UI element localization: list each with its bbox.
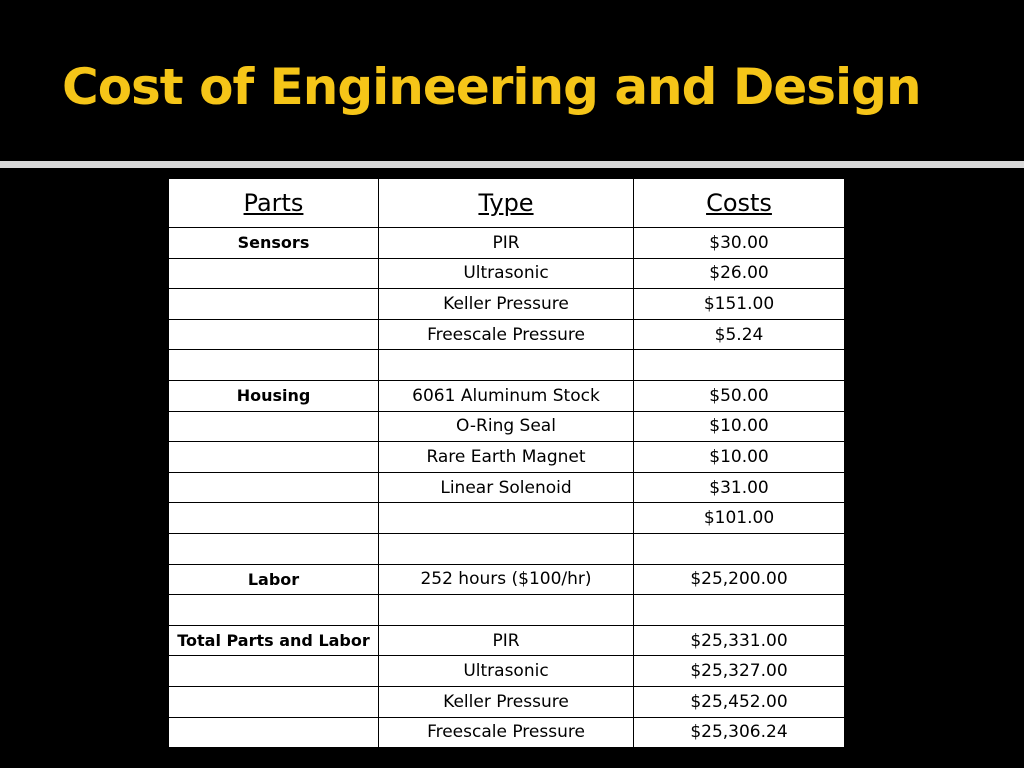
part-cell <box>169 503 379 534</box>
part-cell <box>169 686 379 717</box>
cost-table <box>168 178 845 748</box>
column-header-costs: Costs <box>634 179 845 228</box>
table-row <box>169 228 845 259</box>
type-cell: PIR <box>379 625 634 656</box>
part-cell <box>169 442 379 473</box>
type-cell: O-Ring Seal <box>379 411 634 442</box>
part-cell <box>169 595 379 626</box>
table-header-row <box>169 179 845 228</box>
part-cell: Total Parts and Labor <box>169 625 379 656</box>
column-header-parts: Parts <box>169 179 379 228</box>
title-divider <box>0 161 1024 168</box>
column-header-type: Type <box>379 179 634 228</box>
cost-cell: $25,306.24 <box>634 717 845 748</box>
type-cell: Freescale Pressure <box>379 319 634 350</box>
cost-cell: $31.00 <box>634 472 845 503</box>
table-row <box>169 289 845 320</box>
table-row <box>169 686 845 717</box>
part-cell: Housing <box>169 380 379 411</box>
table-row <box>169 472 845 503</box>
table-row <box>169 595 845 626</box>
type-cell <box>379 503 634 534</box>
cost-cell: $10.00 <box>634 442 845 473</box>
type-cell: PIR <box>379 228 634 259</box>
type-cell: 252 hours ($100/hr) <box>379 564 634 595</box>
part-cell <box>169 656 379 687</box>
table-row <box>169 411 845 442</box>
cost-cell: $25,200.00 <box>634 564 845 595</box>
cost-cell: $25,452.00 <box>634 686 845 717</box>
table-row <box>169 350 845 381</box>
type-cell: Linear Solenoid <box>379 472 634 503</box>
cost-cell: $50.00 <box>634 380 845 411</box>
cost-cell: $25,327.00 <box>634 656 845 687</box>
part-cell <box>169 289 379 320</box>
part-cell: Sensors <box>169 228 379 259</box>
cost-cell <box>634 595 845 626</box>
table-row <box>169 442 845 473</box>
part-cell <box>169 319 379 350</box>
cost-cell: $101.00 <box>634 503 845 534</box>
type-cell: Ultrasonic <box>379 656 634 687</box>
part-cell: Labor <box>169 564 379 595</box>
table-row <box>169 380 845 411</box>
table-row <box>169 319 845 350</box>
slide-content <box>0 168 1024 768</box>
table-row <box>169 564 845 595</box>
type-cell <box>379 533 634 564</box>
cost-cell <box>634 533 845 564</box>
part-cell <box>169 350 379 381</box>
cost-cell: $10.00 <box>634 411 845 442</box>
slide-title: Cost of Engineering and Design <box>62 58 921 116</box>
table-row <box>169 533 845 564</box>
type-cell: Keller Pressure <box>379 289 634 320</box>
type-cell: Freescale Pressure <box>379 717 634 748</box>
part-cell <box>169 717 379 748</box>
table-row <box>169 717 845 748</box>
part-cell <box>169 533 379 564</box>
part-cell <box>169 411 379 442</box>
table-row <box>169 503 845 534</box>
cost-cell: $25,331.00 <box>634 625 845 656</box>
type-cell <box>379 350 634 381</box>
part-cell <box>169 472 379 503</box>
cost-cell: $30.00 <box>634 228 845 259</box>
title-bar <box>0 0 1024 161</box>
table-row <box>169 656 845 687</box>
table-row <box>169 625 845 656</box>
cost-cell: $5.24 <box>634 319 845 350</box>
cost-cell <box>634 350 845 381</box>
table-row <box>169 258 845 289</box>
cost-cell: $151.00 <box>634 289 845 320</box>
type-cell <box>379 595 634 626</box>
type-cell: Ultrasonic <box>379 258 634 289</box>
part-cell <box>169 258 379 289</box>
cost-cell: $26.00 <box>634 258 845 289</box>
type-cell: 6061 Aluminum Stock <box>379 380 634 411</box>
type-cell: Keller Pressure <box>379 686 634 717</box>
type-cell: Rare Earth Magnet <box>379 442 634 473</box>
